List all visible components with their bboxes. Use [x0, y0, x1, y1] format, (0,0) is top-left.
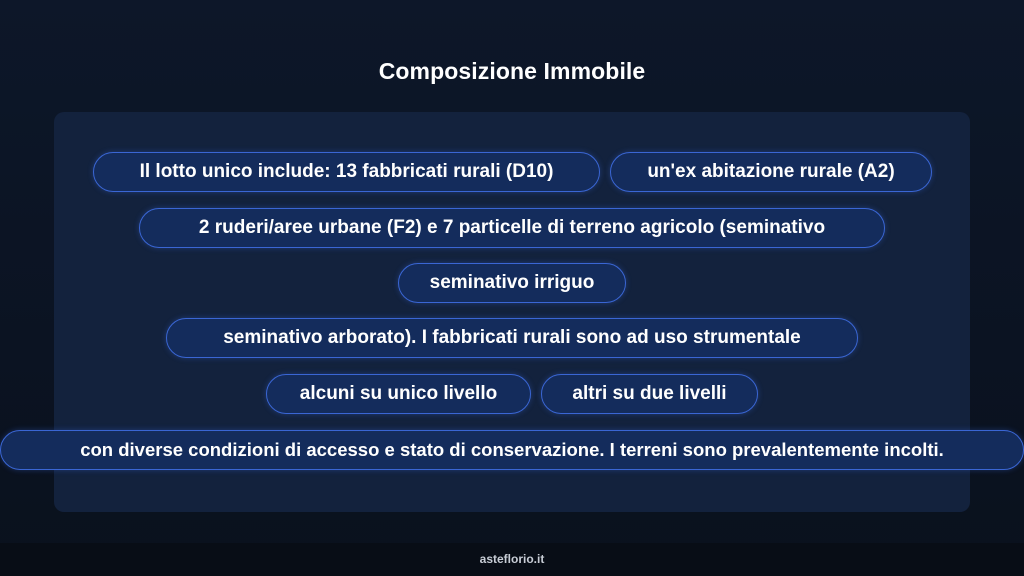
chip-seminativo-irriguo: seminativo irriguo — [398, 263, 626, 303]
chip-due-livelli: altri su due livelli — [541, 374, 758, 414]
slide-title: Composizione Immobile — [378, 58, 646, 84]
chip-ruderi-particelle: 2 ruderi/aree urbane (F2) e 7 particelle di terreno agricolo (seminativo — [139, 208, 885, 248]
chip-seminativo-arborato: seminativo arborato). I fabbricati rurali sono ad uso strumentale — [166, 318, 858, 358]
chip-ex-abitazione: un'ex abitazione rurale (A2) — [610, 152, 932, 192]
chip-lotto-unico: Il lotto unico include: 13 fabbricati rurali (D10) — [93, 152, 600, 192]
chip-unico-livello: alcuni su unico livello — [266, 374, 531, 414]
footer-brand: asteflorio.it — [479, 552, 545, 566]
chip-condizioni-accesso: con diverse condizioni di accesso e stato di conservazione. I terreni sono prevalentemente incolti. — [0, 430, 1024, 470]
